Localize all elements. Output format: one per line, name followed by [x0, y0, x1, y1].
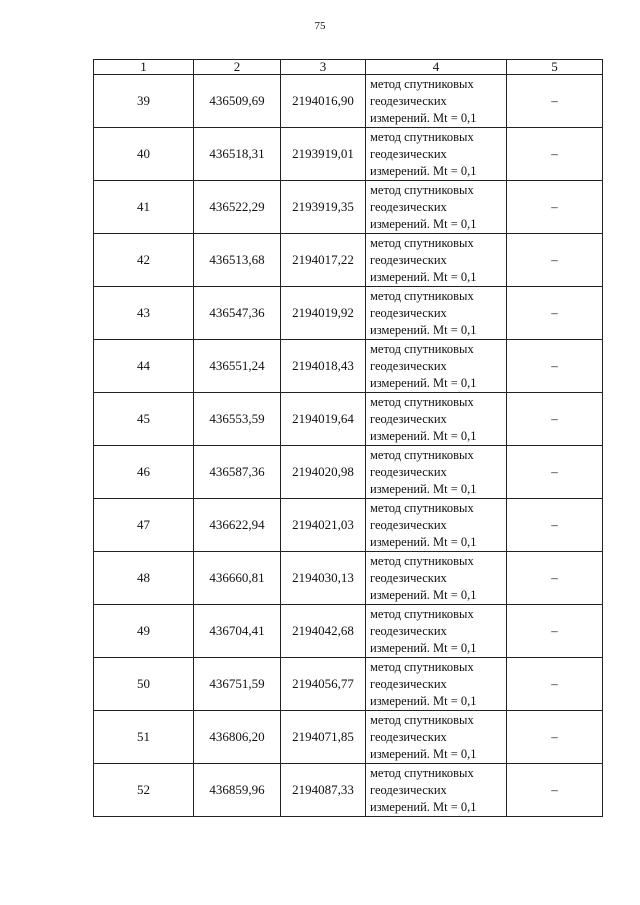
header-col-4: 4 — [366, 60, 507, 75]
method-text-line: измерений. Mt = 0,1 — [370, 375, 477, 390]
table-body — [94, 75, 603, 817]
note-cell: – — [507, 552, 603, 605]
method-text-line: метод спутниковых — [370, 341, 474, 356]
point-number-cell: 48 — [94, 552, 194, 605]
y-coordinate-cell: 2194019,64 — [281, 393, 366, 446]
x-coordinate-cell: 436551,24 — [194, 340, 281, 393]
method-text-line: метод спутниковых — [370, 500, 474, 515]
note-cell: – — [507, 181, 603, 234]
table-row — [94, 287, 603, 340]
method-text-line: геодезических — [370, 199, 447, 214]
method-text-line: геодезических — [370, 252, 447, 267]
method-text-line: геодезических — [370, 676, 447, 691]
y-coordinate-cell: 2194087,33 — [281, 764, 366, 817]
table-row — [94, 75, 603, 128]
note-cell: – — [507, 287, 603, 340]
method-text-line: геодезических — [370, 146, 447, 161]
y-coordinate-cell: 2194021,03 — [281, 499, 366, 552]
note-cell: – — [507, 764, 603, 817]
y-coordinate-cell: 2194018,43 — [281, 340, 366, 393]
method-text-line: метод спутниковых — [370, 288, 474, 303]
method-text-line: измерений. Mt = 0,1 — [370, 269, 477, 284]
method-text-line: метод спутниковых — [370, 235, 474, 250]
method-text-line: метод спутниковых — [370, 182, 474, 197]
x-coordinate-cell: 436859,96 — [194, 764, 281, 817]
note-cell: – — [507, 393, 603, 446]
method-text-line: геодезических — [370, 464, 447, 479]
method-text-line: измерений. Mt = 0,1 — [370, 534, 477, 549]
method-text-line: измерений. Mt = 0,1 — [370, 746, 477, 761]
point-number-cell: 44 — [94, 340, 194, 393]
point-number-cell: 46 — [94, 446, 194, 499]
method-text-line: измерений. Mt = 0,1 — [370, 163, 477, 178]
method-text-line: измерений. Mt = 0,1 — [370, 799, 477, 814]
method-cell — [366, 340, 507, 393]
point-number-cell: 39 — [94, 75, 194, 128]
note-cell: – — [507, 446, 603, 499]
x-coordinate-cell: 436547,36 — [194, 287, 281, 340]
method-cell — [366, 499, 507, 552]
method-cell — [366, 181, 507, 234]
point-number-cell: 52 — [94, 764, 194, 817]
header-row — [94, 60, 603, 75]
x-coordinate-cell: 436751,59 — [194, 658, 281, 711]
table-row — [94, 340, 603, 393]
table-row — [94, 181, 603, 234]
method-text-line: метод спутниковых — [370, 394, 474, 409]
note-cell: – — [507, 340, 603, 393]
point-number-cell: 40 — [94, 128, 194, 181]
x-coordinate-cell: 436587,36 — [194, 446, 281, 499]
method-cell — [366, 446, 507, 499]
method-cell — [366, 234, 507, 287]
y-coordinate-cell: 2193919,01 — [281, 128, 366, 181]
table-header — [94, 60, 603, 75]
x-coordinate-cell: 436622,94 — [194, 499, 281, 552]
method-text-line: измерений. Mt = 0,1 — [370, 322, 477, 337]
table-row — [94, 128, 603, 181]
method-cell — [366, 658, 507, 711]
x-coordinate-cell: 436513,68 — [194, 234, 281, 287]
method-cell — [366, 552, 507, 605]
table-row — [94, 658, 603, 711]
method-cell — [366, 75, 507, 128]
note-cell: – — [507, 75, 603, 128]
method-text-line: геодезических — [370, 782, 447, 797]
header-col-3: 3 — [281, 60, 366, 75]
method-text-line: геодезических — [370, 517, 447, 532]
method-text-line: метод спутниковых — [370, 129, 474, 144]
point-number-cell: 42 — [94, 234, 194, 287]
x-coordinate-cell: 436660,81 — [194, 552, 281, 605]
note-cell: – — [507, 605, 603, 658]
y-coordinate-cell: 2194042,68 — [281, 605, 366, 658]
point-number-cell: 47 — [94, 499, 194, 552]
method-text-line: измерений. Mt = 0,1 — [370, 428, 477, 443]
method-cell — [366, 287, 507, 340]
y-coordinate-cell: 2194017,22 — [281, 234, 366, 287]
method-cell — [366, 128, 507, 181]
point-number-cell: 50 — [94, 658, 194, 711]
x-coordinate-cell: 436704,41 — [194, 605, 281, 658]
table-row — [94, 499, 603, 552]
note-cell: – — [507, 128, 603, 181]
header-col-1: 1 — [94, 60, 194, 75]
method-text-line: геодезических — [370, 623, 447, 638]
method-text-line: метод спутниковых — [370, 76, 474, 91]
table-row — [94, 711, 603, 764]
method-cell — [366, 711, 507, 764]
x-coordinate-cell: 436522,29 — [194, 181, 281, 234]
y-coordinate-cell: 2194030,13 — [281, 552, 366, 605]
x-coordinate-cell: 436553,59 — [194, 393, 281, 446]
table-row — [94, 552, 603, 605]
x-coordinate-cell: 436518,31 — [194, 128, 281, 181]
method-text-line: измерений. Mt = 0,1 — [370, 640, 477, 655]
method-text-line: геодезических — [370, 305, 447, 320]
table-row — [94, 764, 603, 817]
method-cell — [366, 605, 507, 658]
table-row — [94, 393, 603, 446]
method-text-line: метод спутниковых — [370, 765, 474, 780]
method-cell — [366, 393, 507, 446]
method-text-line: геодезических — [370, 729, 447, 744]
page-number: 75 — [314, 20, 326, 32]
point-number-cell: 43 — [94, 287, 194, 340]
point-number-cell: 49 — [94, 605, 194, 658]
coordinates-table — [93, 59, 603, 817]
y-coordinate-cell: 2194020,98 — [281, 446, 366, 499]
method-text-line: метод спутниковых — [370, 712, 474, 727]
method-text-line: геодезических — [370, 570, 447, 585]
note-cell: – — [507, 711, 603, 764]
method-cell — [366, 764, 507, 817]
table-row — [94, 605, 603, 658]
y-coordinate-cell: 2194071,85 — [281, 711, 366, 764]
method-text-line: метод спутниковых — [370, 606, 474, 621]
method-text-line: измерений. Mt = 0,1 — [370, 481, 477, 496]
point-number-cell: 41 — [94, 181, 194, 234]
y-coordinate-cell: 2194056,77 — [281, 658, 366, 711]
note-cell: – — [507, 234, 603, 287]
note-cell: – — [507, 499, 603, 552]
method-text-line: метод спутниковых — [370, 659, 474, 674]
method-text-line: метод спутниковых — [370, 553, 474, 568]
method-text-line: геодезических — [370, 358, 447, 373]
point-number-cell: 51 — [94, 711, 194, 764]
method-text-line: метод спутниковых — [370, 447, 474, 462]
method-text-line: измерений. Mt = 0,1 — [370, 587, 477, 602]
header-col-2: 2 — [194, 60, 281, 75]
header-col-5: 5 — [507, 60, 603, 75]
method-text-line: измерений. Mt = 0,1 — [370, 110, 477, 125]
y-coordinate-cell: 2194016,90 — [281, 75, 366, 128]
table-row — [94, 234, 603, 287]
y-coordinate-cell: 2194019,92 — [281, 287, 366, 340]
point-number-cell: 45 — [94, 393, 194, 446]
method-text-line: измерений. Mt = 0,1 — [370, 693, 477, 708]
method-text-line: измерений. Mt = 0,1 — [370, 216, 477, 231]
method-text-line: геодезических — [370, 411, 447, 426]
table-row — [94, 446, 603, 499]
x-coordinate-cell: 436509,69 — [194, 75, 281, 128]
method-text-line: геодезических — [370, 93, 447, 108]
y-coordinate-cell: 2193919,35 — [281, 181, 366, 234]
x-coordinate-cell: 436806,20 — [194, 711, 281, 764]
note-cell: – — [507, 658, 603, 711]
